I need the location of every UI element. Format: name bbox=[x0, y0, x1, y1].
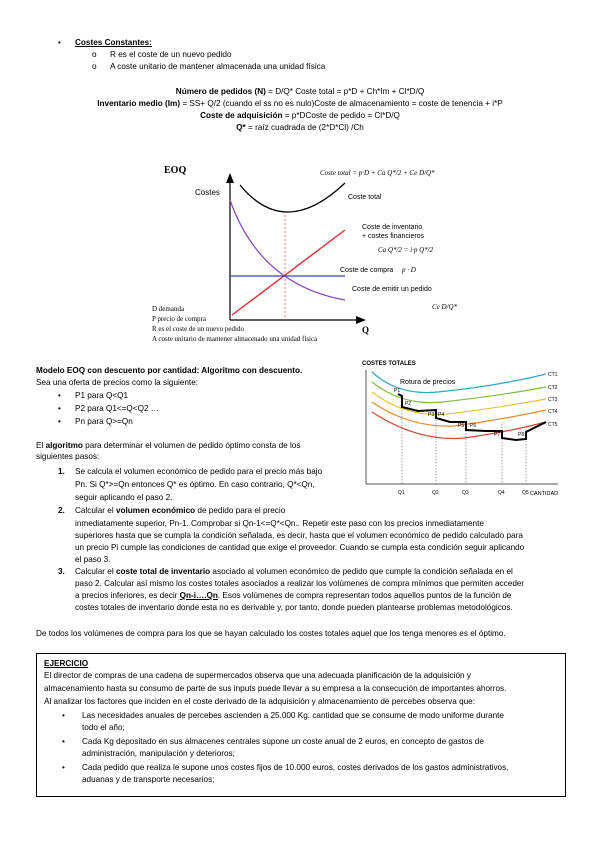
formula-line-1: Número de pedidos (N) = D/Q* Coste total = p*D + Ch*Im + Cl*D/Q bbox=[175, 87, 425, 96]
eoq-legend-item: R es el coste de un nuevo pedido bbox=[152, 325, 244, 333]
discount-x-label: CANTIDAD bbox=[530, 491, 559, 497]
formula-line-4: Q* = raíz cuadrada de (2*D*Cl) /Ch bbox=[236, 123, 364, 132]
eoq-total-cost-curve bbox=[240, 183, 345, 212]
discount-ct-label: CT2 bbox=[548, 385, 558, 391]
discount-point: P1 bbox=[394, 388, 401, 394]
exercise-line: Al analizar los factores que inciden en el coste derivado de la adquisición y almacenamiento de percebes observa que: bbox=[44, 697, 476, 706]
model-title: Modelo EOQ con descuento por cantidad: Algoritmo con descuento. bbox=[36, 366, 303, 375]
bullet-dot: • bbox=[58, 417, 61, 426]
eoq-purchase-label: Coste de compra bbox=[340, 267, 394, 274]
sub-bullet: o bbox=[92, 50, 97, 59]
discount-ct-label: CT3 bbox=[548, 397, 558, 403]
bullet-dot: • bbox=[58, 391, 61, 400]
algorithm-intro: El algoritmo para determinar el volumen de pedido óptimo consta de los bbox=[36, 441, 301, 450]
step-3-line: paso 2. Calcular así mismo los costes totales asociados a realizar los volúmenes de compra mínimos que permiten acceder bbox=[75, 579, 525, 588]
step-2-line: el paso 3. bbox=[75, 555, 111, 564]
discount-point: P3 bbox=[428, 412, 435, 418]
discount-point: P6 bbox=[470, 423, 477, 429]
constant-item: A coste unitario de mantener almacenada una unidad física bbox=[110, 62, 326, 71]
discount-chart bbox=[358, 356, 568, 506]
step-2-first: Calcular el volumen económico de pedido para el precio bbox=[75, 506, 286, 515]
step-number: 1. bbox=[58, 467, 65, 476]
exercise-bullet-line: Las necesidades anuales de percebes ascienden a 25.000 Kg. cantidad que se consume de modo uniforme durante bbox=[82, 711, 504, 720]
discount-title: COSTES TOTALES bbox=[362, 361, 416, 367]
eoq-chart bbox=[140, 155, 470, 350]
step-2-line: un precio Pi cumple las condiciones de cantidad que exige el proveedor. Cuando se cumpla esta condición seguir aplicando bbox=[75, 543, 525, 552]
step-number: 3. bbox=[58, 567, 65, 576]
discount-x-tick: Q1 bbox=[398, 490, 405, 496]
discount-break-label: Rotura de precios bbox=[400, 379, 456, 386]
eoq-holding-formula: Ca Q*/2 = i·p Q*/2 bbox=[378, 246, 434, 254]
exercise-line: El director de compras de una cadena de supermercados observa que una adecuada planificación de la adquisición y bbox=[44, 671, 471, 680]
exercise-bullet-line: administración, manipulación y deterioros; bbox=[82, 749, 235, 758]
eoq-y-arrow bbox=[226, 173, 234, 183]
eoq-x-label: Q bbox=[362, 325, 370, 335]
bullet-dot: • bbox=[62, 737, 65, 746]
eoq-legend-item: A coste unitario de mantener almacenado una unidad física bbox=[152, 335, 318, 343]
constant-item: R es el coste de un nuevo pedido bbox=[110, 50, 232, 59]
eoq-legend-item: D demanda bbox=[152, 305, 185, 313]
algorithm-intro-2: siguientes pasos: bbox=[36, 452, 100, 461]
eoq-holding-label: Coste de inventario bbox=[362, 224, 423, 231]
step-3-line: costes totales de inventario donde esta no es derivable y, por tanto, donde pueden plantearse problemas metodológicos. bbox=[75, 603, 513, 612]
discount-point: P5 bbox=[458, 423, 465, 429]
formula-line-3: Coste de adquisición = p*DCoste de pedido = Cl*D/Q bbox=[200, 111, 400, 120]
eoq-y-label: Costes bbox=[195, 188, 220, 197]
eoq-order-label: Coste de emitir un pedido bbox=[352, 286, 432, 293]
discount-point: P7 bbox=[494, 432, 501, 438]
exercise-title: EJERCICIO bbox=[44, 659, 89, 668]
discount-x-tick: Q4 bbox=[498, 490, 505, 496]
step-2-line: superiores hasta que se cumpla la condición señalada, es decir, hasta que el volumen económico de pedido calculado para bbox=[75, 531, 523, 540]
conclusion: De todos los volúmenes de compra para los que se hayan calculado los costes totales aquel que los tenga menores es el óptimo. bbox=[36, 629, 506, 638]
bullet-dot: • bbox=[62, 763, 65, 772]
sub-bullet: o bbox=[92, 62, 97, 71]
discount-x-tick: Q2 bbox=[432, 490, 439, 496]
eoq-order-cost-curve bbox=[230, 200, 345, 300]
constants-heading: Costes Constantes: bbox=[75, 38, 152, 47]
exercise-bullet-line: todo el año; bbox=[82, 723, 125, 732]
step-1-line: Pn. Si Q*>=Qn entonces Q* es óptimo. En caso contrario, Q*<Qn, bbox=[75, 480, 315, 489]
price-item: P1 para Q<Q1 bbox=[75, 391, 129, 400]
eoq-holding-label-2: + costes financieros bbox=[362, 233, 425, 240]
step-3-first: Calcular el coste total de inventario asociado al volumen económico de pedido que cumple la condición señalada en el bbox=[75, 567, 513, 576]
discount-x-tick: Q3 bbox=[462, 490, 469, 496]
exercise-bullet-line: Cada Kg depositado en sus almacenes centrales supone un coste anual de 2 euros, en concepto de gastos de bbox=[82, 737, 484, 746]
discount-point: P2 bbox=[405, 401, 412, 407]
step-1-line: Se calcula el volumen económico de pedido para el precio más bajo bbox=[75, 467, 323, 476]
formula-line-2: Inventario medio (Im) = SS+ Q/2 (cuando el ss no es nulo)Coste de almacenamiento = coste de tenencia + i*P bbox=[97, 99, 503, 108]
discount-curve-ct3 bbox=[372, 392, 546, 415]
exercise-bullet-line: aduanas y de transporte necesarios; bbox=[82, 775, 215, 784]
bullet-dot: • bbox=[58, 38, 61, 47]
eoq-total-formula: Coste total = p·D + Ca Q*/2 + Ce D/Q* bbox=[320, 169, 435, 177]
price-item: Pn para Q>=Qn bbox=[75, 417, 133, 426]
discount-ct-label: CT5 bbox=[548, 422, 558, 428]
discount-point: P4 bbox=[438, 412, 445, 418]
eoq-order-formula: Ce D/Q* bbox=[432, 303, 458, 311]
eoq-holding-cost-line bbox=[232, 230, 345, 315]
step-2-line: inmediatamente superior, Pn-1. Comprobar si Qn-1<=Q*<Qn.. Repetir este paso con los precios inmediatamente bbox=[75, 519, 484, 528]
eoq-x-arrow bbox=[356, 316, 366, 324]
discount-ct-label: CT4 bbox=[548, 409, 558, 415]
price-item: P2 para Q1<=Q<Q2 … bbox=[75, 404, 159, 413]
bullet-dot: • bbox=[62, 711, 65, 720]
eoq-purchase-formula: p · D bbox=[402, 266, 416, 274]
model-intro: Sea una oferta de precios como la siguiente: bbox=[36, 378, 199, 387]
step-number: 2. bbox=[58, 506, 65, 515]
discount-x-tick: Q5 bbox=[522, 490, 529, 496]
exercise-bullet-line: Cada pedido que realiza le supone unos costes fijos de 10.000 euros, costes derivados de los gastos administrativos, bbox=[82, 763, 509, 772]
eoq-total-label: Coste total bbox=[348, 194, 382, 201]
exercise-line: almacenamiento hasta su consumo de parte de sus inputs puede llevar a su empresa a la consecución de importantes ahorros. bbox=[44, 684, 507, 693]
discount-point: P8 bbox=[518, 432, 525, 438]
bullet-dot: • bbox=[58, 404, 61, 413]
discount-ct-label: CT1 bbox=[548, 372, 558, 378]
step-3-line: a precios inferiores, es decir Qn-i….Qn. Esos volúmenes de compra representan todos aquellos puntos de la función de bbox=[75, 591, 512, 600]
step-1-line: seguir aplicando el paso 2. bbox=[75, 493, 173, 502]
eoq-title: EOQ bbox=[164, 165, 187, 176]
eoq-legend-item: P precio de compra bbox=[152, 315, 206, 323]
